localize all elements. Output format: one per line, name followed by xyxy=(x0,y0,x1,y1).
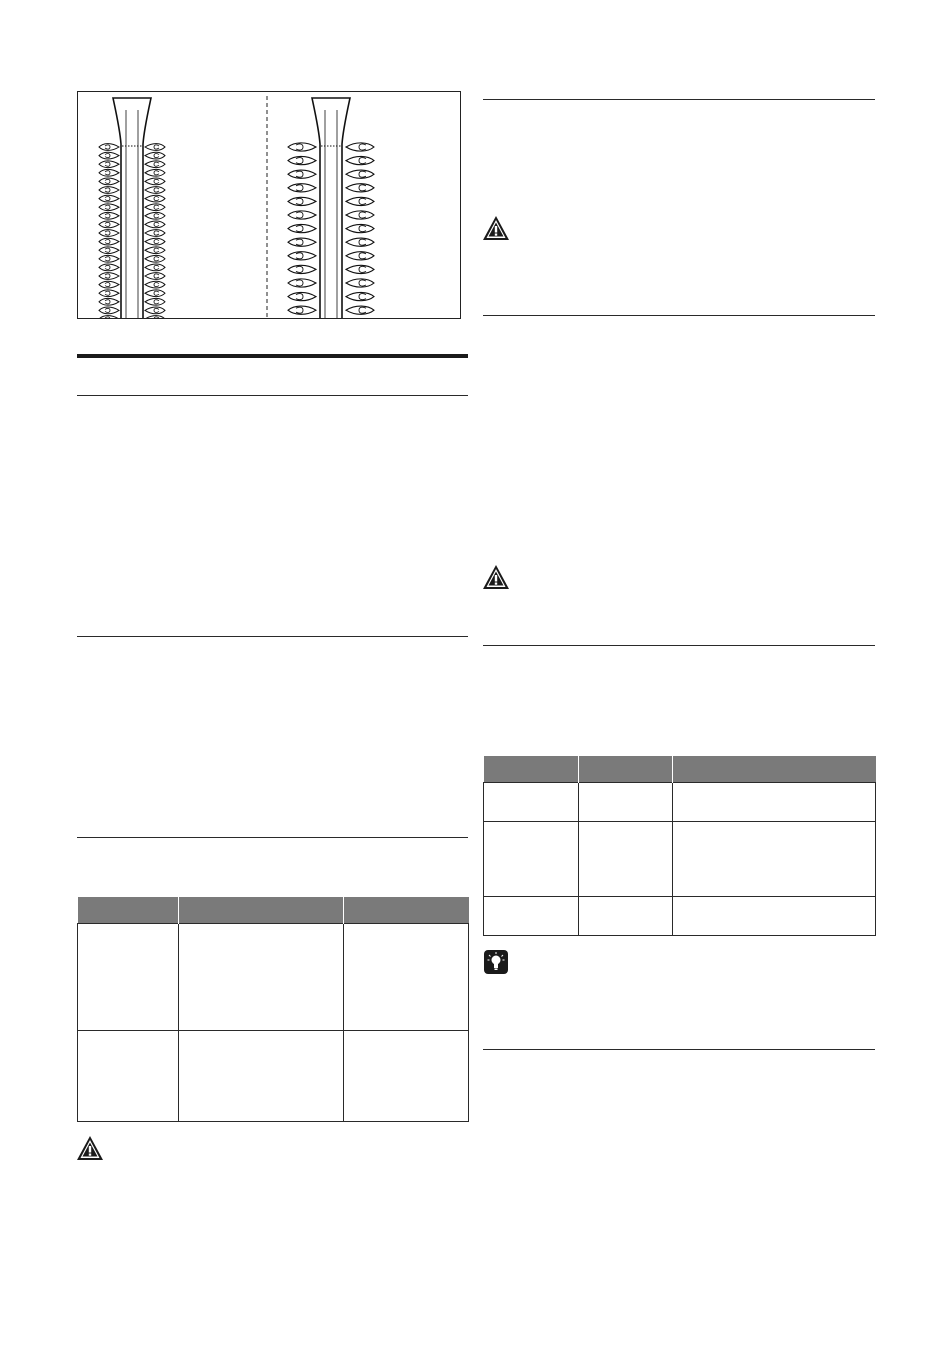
blade-tooth xyxy=(346,279,374,287)
blade-tooth xyxy=(145,281,165,288)
blade-tooth xyxy=(288,252,316,260)
section-divider xyxy=(77,837,468,838)
blade-tooth xyxy=(288,224,316,232)
blade-tooth xyxy=(288,238,316,246)
blade-tooth xyxy=(145,247,165,254)
table-row xyxy=(78,924,469,1031)
left-spec-table xyxy=(77,897,469,1122)
section-divider xyxy=(483,315,875,316)
blade-tooth xyxy=(145,144,165,151)
blade-tooth xyxy=(99,144,119,151)
blade-tooth xyxy=(288,279,316,287)
table-cell xyxy=(579,897,673,936)
blade-tooth xyxy=(99,187,119,194)
blade-tooth xyxy=(99,169,119,176)
blade-tooth xyxy=(346,238,374,246)
blade-tooth xyxy=(346,170,374,178)
table-header-row xyxy=(78,897,469,924)
warning-triangle-icon xyxy=(482,564,510,590)
blade-tooth xyxy=(99,298,119,305)
blade-tooth xyxy=(288,184,316,192)
blade-tooth xyxy=(145,316,165,319)
table-header-cell xyxy=(179,897,344,924)
narrow-blade-drawing xyxy=(99,98,165,319)
table-cell xyxy=(179,1031,344,1122)
blade-tooth xyxy=(145,161,165,168)
table-row xyxy=(484,897,876,936)
blade-tooth xyxy=(99,221,119,228)
blade-tooth xyxy=(99,230,119,237)
blade-tooth xyxy=(346,184,374,192)
blade-tooth xyxy=(99,178,119,185)
blade-tooth xyxy=(346,197,374,205)
blade-tooth xyxy=(99,273,119,280)
blade-tooth xyxy=(145,230,165,237)
blade-tooth xyxy=(145,187,165,194)
table-cell xyxy=(579,822,673,897)
table-cell xyxy=(673,783,876,822)
table-cell xyxy=(484,897,579,936)
blade-tooth xyxy=(346,292,374,300)
table-cell xyxy=(344,1031,469,1122)
blade-tooth xyxy=(145,273,165,280)
blade-tooth xyxy=(145,238,165,245)
blade-tooth xyxy=(288,143,316,151)
blade-tooth xyxy=(99,195,119,202)
blade-tooth xyxy=(145,204,165,211)
section-heading-bar xyxy=(77,354,468,358)
blade-illustration xyxy=(77,91,461,319)
blade-tooth xyxy=(99,212,119,219)
table-cell xyxy=(344,924,469,1031)
blade-tooth xyxy=(99,247,119,254)
blade-tooth xyxy=(288,265,316,273)
blade-tooth xyxy=(99,255,119,262)
section-divider xyxy=(77,395,468,396)
table-header-row xyxy=(484,756,876,783)
blade-comparison-figure xyxy=(78,92,461,319)
blade-tooth xyxy=(346,252,374,260)
blade-tooth xyxy=(145,169,165,176)
table-cell xyxy=(484,783,579,822)
warning-triangle-icon xyxy=(482,215,510,241)
blade-tooth xyxy=(99,307,119,314)
table-cell xyxy=(78,1031,179,1122)
table-header-cell xyxy=(579,756,673,783)
blade-tooth xyxy=(346,156,374,164)
blade-tooth xyxy=(99,238,119,245)
lightbulb-tip-icon xyxy=(484,950,508,974)
blade-tooth xyxy=(145,307,165,314)
table-header-cell xyxy=(673,756,876,783)
blade-tooth xyxy=(99,204,119,211)
blade-tooth xyxy=(288,211,316,219)
blade-tooth xyxy=(99,281,119,288)
table-header-cell xyxy=(344,897,469,924)
right-spec-table xyxy=(483,756,876,936)
warning-triangle-icon xyxy=(76,1135,104,1161)
blade-tooth xyxy=(145,152,165,159)
table-header-cell xyxy=(78,897,179,924)
blade-tooth xyxy=(288,306,316,314)
section-divider xyxy=(483,1049,875,1050)
blade-tooth xyxy=(99,316,119,319)
blade-tooth xyxy=(145,290,165,297)
section-divider xyxy=(483,99,875,100)
blade-tooth xyxy=(288,170,316,178)
blade-tooth xyxy=(99,152,119,159)
table-row xyxy=(484,822,876,897)
blade-tooth xyxy=(346,143,374,151)
blade-tooth xyxy=(346,211,374,219)
blade-tooth xyxy=(346,265,374,273)
blade-tooth xyxy=(99,290,119,297)
blade-tooth xyxy=(288,156,316,164)
blade-tooth xyxy=(145,255,165,262)
blade-tooth xyxy=(99,264,119,271)
table-cell xyxy=(179,924,344,1031)
blade-tooth xyxy=(145,221,165,228)
table-row xyxy=(78,1031,469,1122)
table-row xyxy=(484,783,876,822)
table-header-cell xyxy=(484,756,579,783)
blade-tooth xyxy=(145,195,165,202)
blade-tooth xyxy=(288,292,316,300)
blade-tooth xyxy=(145,264,165,271)
wide-blade-drawing xyxy=(288,98,374,319)
table-cell xyxy=(78,924,179,1031)
table-cell xyxy=(484,822,579,897)
blade-tooth xyxy=(145,212,165,219)
blade-tooth xyxy=(288,197,316,205)
section-divider xyxy=(483,645,875,646)
blade-tooth xyxy=(145,178,165,185)
table-cell xyxy=(579,783,673,822)
table-cell xyxy=(673,822,876,897)
section-divider xyxy=(77,636,468,637)
blade-tooth xyxy=(145,298,165,305)
blade-tooth xyxy=(346,306,374,314)
blade-tooth xyxy=(99,161,119,168)
table-cell xyxy=(673,897,876,936)
blade-tooth xyxy=(346,224,374,232)
